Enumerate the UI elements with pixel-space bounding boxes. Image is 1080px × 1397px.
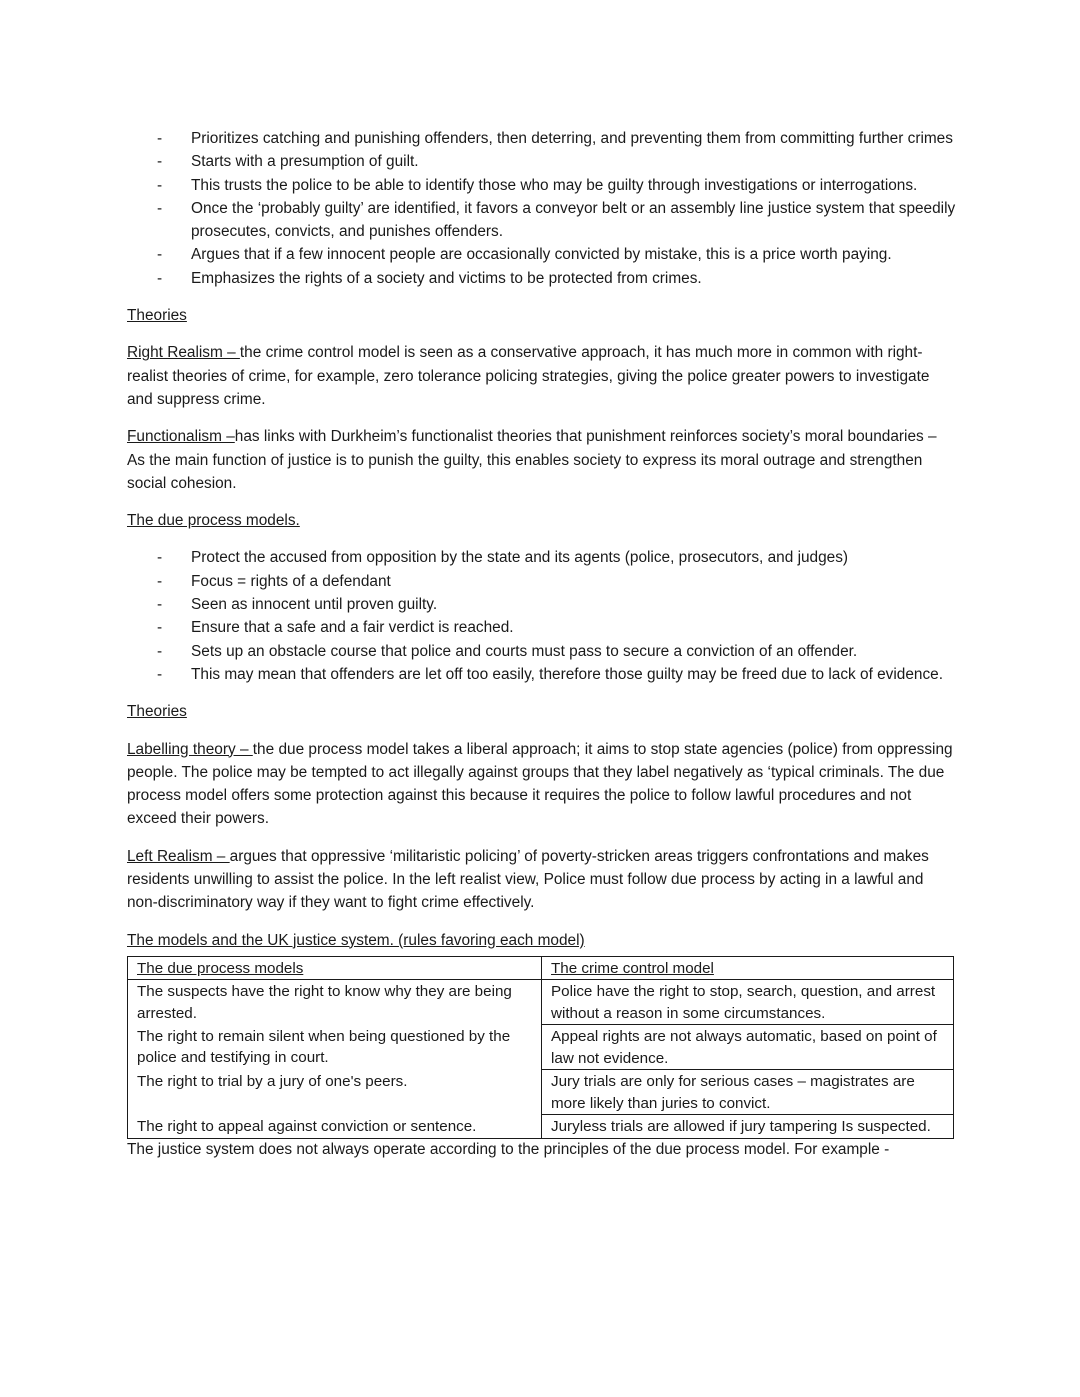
list-item: - Focus = rights of a defendant — [127, 570, 957, 593]
table-row — [128, 1070, 954, 1115]
left-realism-paragraph: Left Realism – argues that oppressive ‘militaristic policing’ of poverty-stricken areas triggers confrontations and makes residents unwilling to assist the police. In the left realist view, Police must follow due process by acting in a lawful and non-discriminatory way if they want to fight crime effectively. — [127, 847, 929, 912]
bullet-dash: - — [157, 596, 163, 614]
functionalism-paragraph: Functionalism –has links with Durkheim’s functionalist theories that punishment reinforces society’s moral boundaries – As the main function of justice is to punish the guilty, this enables society to express its moral outrage and strengthen social cohesion. — [127, 428, 937, 492]
list-item: - Sets up an obstacle course that police and courts must pass to secure a conviction of an offender. — [127, 640, 957, 663]
uk-justice-heading: The models and the UK justice system. (rules favoring each model) — [127, 931, 585, 949]
list-item: - Argues that if a few innocent people are occasionally convicted by mistake, this is a price worth paying. — [127, 243, 957, 266]
list-item: - This trusts the police to be able to identify those who may be guilty through investigations or interrogations. — [127, 174, 957, 197]
due-process-list — [127, 546, 957, 686]
labelling-theory-paragraph: Labelling theory – the due process model takes a liberal approach; it aims to stop state agencies (police) from oppressing people. The police may be tempted to act illegally against groups that they label negatively as ‘typical criminals. The due process model offers some protection against this because it requires the police to follow lawful procedures and not exceed their powers. — [127, 740, 953, 828]
list-item: - Once the ‘probably guilty’ are identified, it favors a conveyor belt or an assembly line justice system that speedily prosecutes, convicts, and punishes offenders. — [127, 197, 957, 244]
table-row — [128, 1115, 954, 1139]
list-item: - Ensure that a safe and a fair verdict is reached. — [127, 616, 957, 639]
left-realism-lead: Left Realism – — [127, 847, 230, 865]
theories-heading: Theories — [127, 703, 187, 721]
crime-control-list — [127, 127, 957, 290]
table-header-row — [128, 956, 954, 980]
list-item: - Prioritizes catching and punishing offenders, then deterring, and preventing them from committing further crimes — [127, 127, 957, 150]
list-item: - This may mean that offenders are let off too easily, therefore those guilty may be freed due to lack of evidence. — [127, 663, 957, 686]
table-cell: The suspects have the right to know why they are being arrested. — [128, 980, 542, 1025]
bullet-dash: - — [157, 176, 163, 194]
table-header-due-process: The due process models — [128, 956, 542, 980]
list-item: - Starts with a presumption of guilt. — [127, 150, 957, 173]
bullet-dash: - — [157, 199, 163, 217]
theories-heading: Theories — [127, 307, 187, 325]
table-cell: Juryless trials are allowed if jury tampering Is suspected. — [542, 1115, 954, 1139]
table-row — [128, 980, 954, 1025]
due-process-heading: The due process models. — [127, 512, 300, 530]
list-item: - Emphasizes the rights of a society and victims to be protected from crimes. — [127, 267, 957, 290]
bullet-dash: - — [157, 269, 163, 287]
document-page — [127, 127, 957, 1161]
table-cell: Police have the right to stop, search, question, and arrest without a reason in some circumstances. — [542, 980, 954, 1025]
table-cell: Jury trials are only for serious cases – magistrates are more likely than juries to convict. — [542, 1070, 954, 1115]
closing-sentence: The justice system does not always operate according to the principles of the due process model. For example - — [127, 1140, 890, 1158]
bullet-dash: - — [157, 246, 163, 264]
list-item: - Seen as innocent until proven guilty. — [127, 593, 957, 616]
bullet-dash: - — [157, 619, 163, 637]
bullet-dash: - — [157, 572, 163, 590]
models-comparison-table — [127, 956, 954, 1139]
table-cell: The right to trial by a jury of one's peers. — [128, 1070, 542, 1115]
functionalism-lead: Functionalism – — [127, 428, 235, 446]
table-cell: Appeal rights are not always automatic, based on point of law not evidence. — [542, 1025, 954, 1070]
bullet-dash: - — [157, 665, 163, 683]
bullet-dash: - — [157, 130, 163, 147]
table-row — [128, 1025, 954, 1070]
table-cell: The right to remain silent when being questioned by the police and testifying in court. — [128, 1025, 542, 1070]
table-header-crime-control: The crime control model — [542, 956, 954, 980]
right-realism-lead: Right Realism – — [127, 344, 240, 362]
right-realism-paragraph: Right Realism – the crime control model is seen as a conservative approach, it has much more in common with right-realist theories of crime, for example, zero tolerance policing strategies, giving the police greater powers to investigate and suppress crime. — [127, 344, 930, 408]
list-item: - Protect the accused from opposition by the state and its agents (police, prosecutors, and judges) — [127, 546, 957, 569]
bullet-dash: - — [157, 153, 163, 171]
table-cell: The right to appeal against conviction or sentence. — [128, 1115, 542, 1139]
bullet-dash: - — [157, 642, 163, 660]
bullet-dash: - — [157, 549, 163, 567]
labelling-theory-lead: Labelling theory – — [127, 740, 253, 758]
